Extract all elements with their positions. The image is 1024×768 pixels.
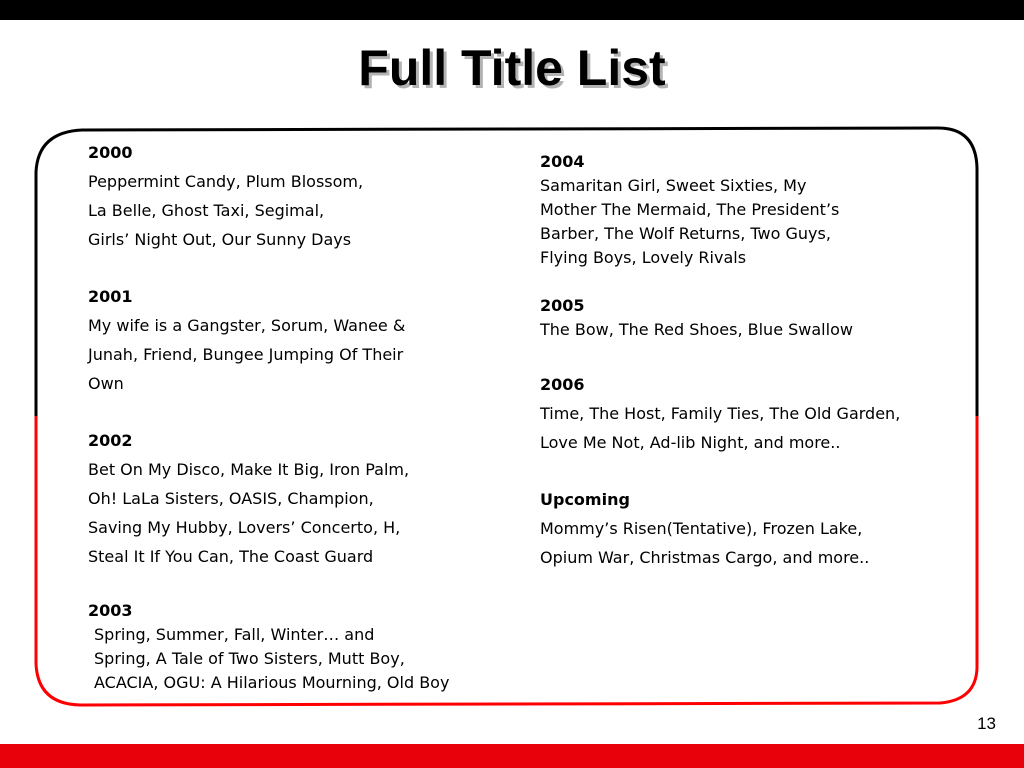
bottom-bar [0, 744, 1024, 768]
title-line: Spring, Summer, Fall, Winter… and [94, 625, 375, 644]
slide-title: Full Title List [358, 40, 666, 96]
section-2001 [88, 282, 508, 398]
title-line: Flying Boys, Lovely Rivals [540, 248, 747, 267]
section-2006 [540, 370, 960, 457]
title-line: Time, The Host, Family Ties, The Old Garden, [540, 404, 901, 423]
left-column [88, 138, 508, 695]
section-2003 [88, 599, 508, 695]
title-line: Opium War, Christmas Cargo, and more.. [540, 548, 870, 567]
title-line: Own [88, 374, 124, 393]
title-line: The Bow, The Red Shoes, Blue Swallow [540, 320, 853, 339]
title-line: Steal It If You Can, The Coast Guard [88, 547, 374, 566]
title-line: ACACIA, OGU: A Hilarious Mourning, Old Boy [94, 673, 450, 692]
title-line: Love Me Not, Ad-lib Night, and more.. [540, 433, 841, 452]
section-year: Upcoming [540, 490, 630, 509]
title-line: Samaritan Girl, Sweet Sixties, My [540, 176, 807, 195]
section-year: 2006 [540, 375, 585, 394]
section-2002 [88, 426, 508, 571]
title-line: Bet On My Disco, Make It Big, Iron Palm, [88, 460, 410, 479]
section-upcoming [540, 485, 960, 572]
section-year: 2000 [88, 143, 133, 162]
title-line: Junah, Friend, Bungee Jumping Of Their [88, 345, 404, 364]
section-2000 [88, 138, 508, 254]
title-line: My wife is a Gangster, Sorum, Wanee & [88, 316, 406, 335]
title-line: Saving My Hubby, Lovers’ Concerto, H, [88, 518, 401, 537]
section-year: 2005 [540, 296, 585, 315]
title-line: Peppermint Candy, Plum Blossom, [88, 172, 364, 191]
title-line: Oh! LaLa Sisters, OASIS, Champion, [88, 489, 374, 508]
section-year: 2002 [88, 431, 133, 450]
page-number: 13 [977, 714, 996, 733]
title-line: La Belle, Ghost Taxi, Segimal, [88, 201, 325, 220]
title-line: Mommy’s Risen(Tentative), Frozen Lake, [540, 519, 863, 538]
title-line: Barber, The Wolf Returns, Two Guys, [540, 224, 831, 243]
title-line: Mother The Mermaid, The President’s [540, 200, 840, 219]
section-year: 2004 [540, 152, 585, 171]
title-line: Girls’ Night Out, Our Sunny Days [88, 230, 352, 249]
section-2004 [540, 150, 960, 270]
section-year: 2001 [88, 287, 133, 306]
section-2005 [540, 294, 960, 342]
section-year: 2003 [88, 601, 133, 620]
right-column [540, 150, 960, 572]
title-line: Spring, A Tale of Two Sisters, Mutt Boy, [94, 649, 405, 668]
